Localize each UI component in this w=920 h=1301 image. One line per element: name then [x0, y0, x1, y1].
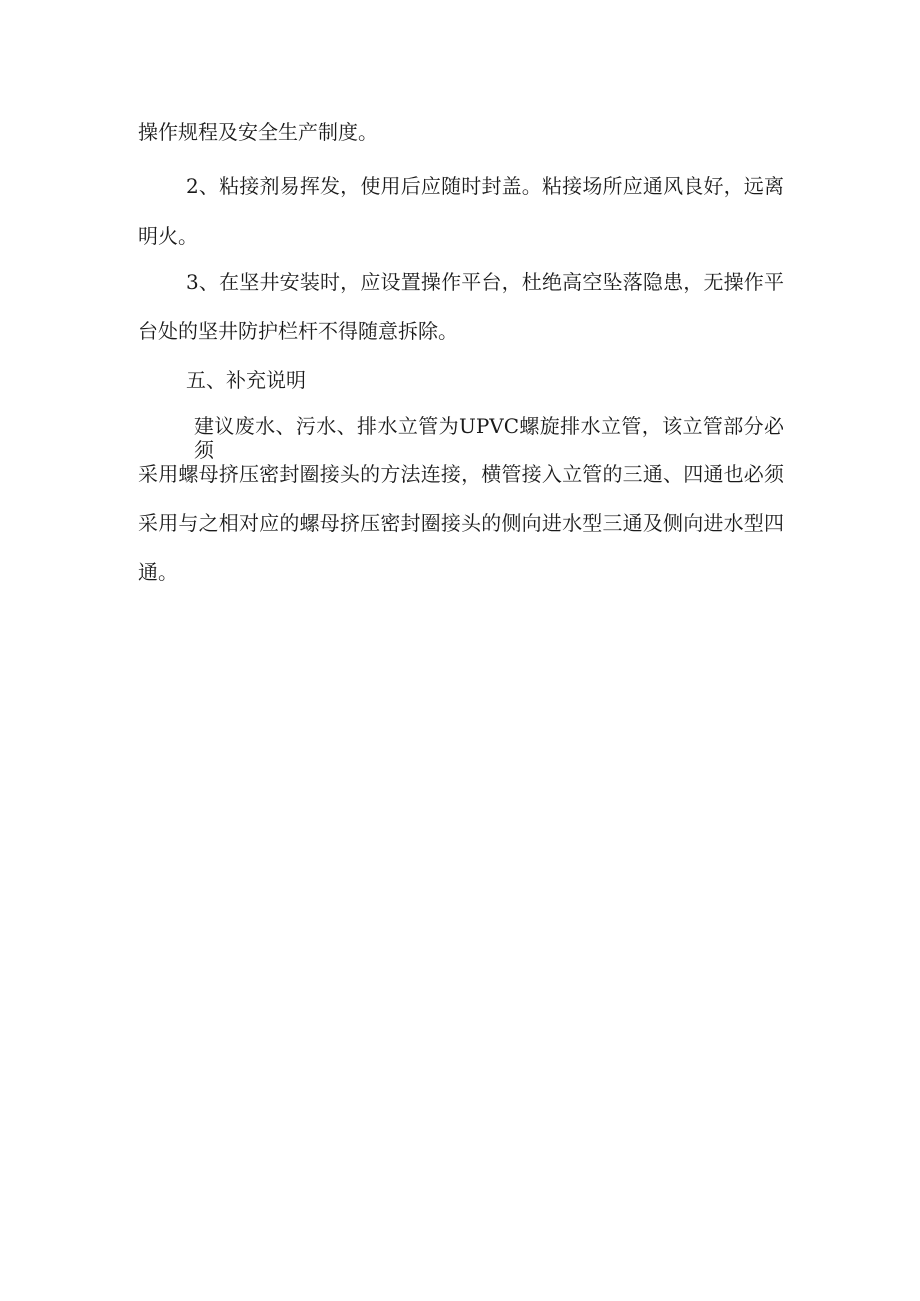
item-2-line-2: 明火。	[138, 224, 198, 248]
item-3-line-1: 3、在坚井安装时，应设置操作平台，杜绝高空坠落隐患，无操作平	[186, 270, 784, 294]
item-2-line-1: 2、粘接剂易挥发，使用后应随时封盖。粘接场所应通风良好，远离	[186, 174, 784, 198]
section-para-line-1: 建议废水、污水、排水立管为UPVC螺旋排水立管，该立管部分必须	[194, 414, 784, 462]
section-para-line-2: 采用螺母挤压密封圈接头的方法连接，横管接入立管的三通、四通也必须	[138, 462, 784, 486]
section-para-line-4: 通。	[138, 560, 178, 584]
section-para-line-3: 采用与之相对应的螺母挤压密封圈接头的侧向进水型三通及侧向进水型四	[138, 511, 784, 535]
text-line-1: 操作规程及安全生产制度。	[138, 120, 378, 144]
item-3-line-2: 台处的坚井防护栏杆不得随意拆除。	[138, 319, 458, 343]
section-heading: 五、补充说明	[186, 368, 306, 392]
